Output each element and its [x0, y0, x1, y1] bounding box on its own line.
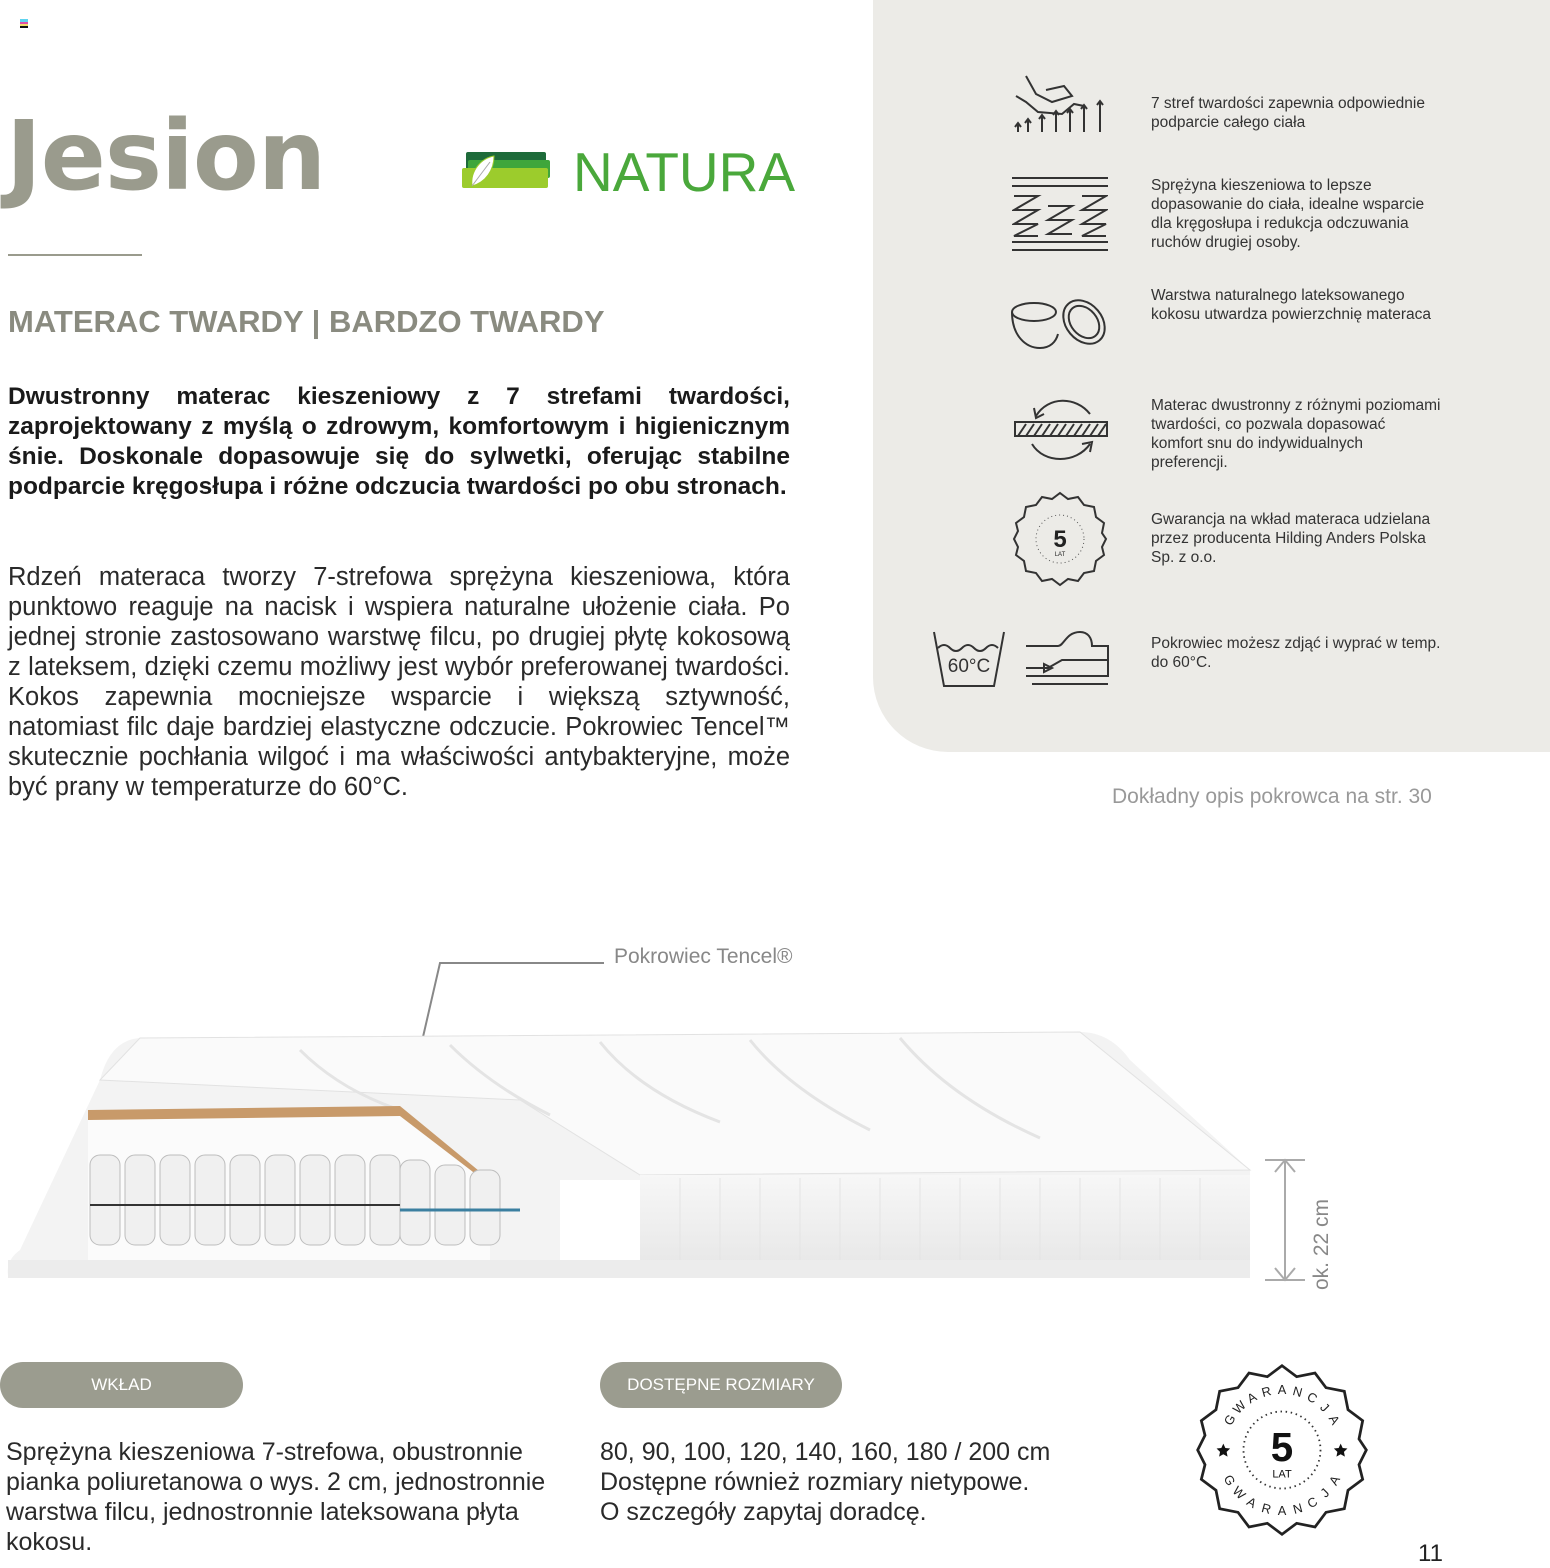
- brand-name: NATURA: [573, 141, 796, 203]
- feature-text: Warstwa naturalnego lateksowanego kokosu utwardza powierzchnię materaca: [1151, 287, 1431, 323]
- warranty-unit: LAT: [1272, 1468, 1292, 1481]
- feature-text: Gwarancja na wkład materaca udzielana przez producenta Hilding Anders Polska Sp. z o.o.: [1151, 511, 1431, 566]
- warranty-badge-icon: [1192, 1362, 1372, 1538]
- warranty-unit: LAT: [1054, 552, 1066, 558]
- warranty-arc-letter: A: [1325, 1412, 1344, 1428]
- feature-text: 7 stref twardości zapewnia odpowiednie podparcie całego ciała: [1151, 95, 1425, 131]
- seven-zones-icon: [1012, 72, 1108, 136]
- height-label: ok. 22 cm: [1310, 1198, 1333, 1290]
- coconut-icon: [1010, 294, 1110, 350]
- warranty-arc-letter: A: [1244, 1493, 1260, 1512]
- mattress-illustration: [0, 960, 1310, 1290]
- page-number: 11: [1418, 1540, 1443, 1567]
- warranty-icon: [1012, 491, 1108, 587]
- cover-label: Pokrowiec Tencel®: [614, 945, 793, 968]
- warranty-arc-letter: C: [1304, 1493, 1321, 1512]
- warranty-arc-letter: C: [1304, 1388, 1321, 1407]
- flip-mattress-icon: [1014, 396, 1108, 464]
- warranty-arc-letter: N: [1291, 1383, 1305, 1400]
- warranty-arc-letter: W: [1229, 1397, 1249, 1417]
- color-registration-mark: [20, 19, 28, 28]
- sizes-line: 80, 90, 100, 120, 140, 160, 180 / 200 cm: [600, 1438, 1051, 1466]
- warranty-arc-letter: J: [1317, 1485, 1333, 1501]
- product-title: Jesion: [6, 100, 326, 212]
- feature-text: Materac dwustronny z różnymi poziomami twardości, co pozwala dopasować komfort snu do indywidualnych preferencji.: [1151, 397, 1441, 471]
- warranty-arc-letter: J: [1317, 1399, 1333, 1415]
- warranty-arc-letter: R: [1259, 1383, 1273, 1400]
- warranty-years: 5: [1270, 1424, 1294, 1470]
- warranty-years: 5: [1053, 526, 1067, 553]
- lead-paragraph: Dwustronny materac kieszeniowy z 7 strefami twardości, zaprojektowany z myślą o zdrowym, komfortowym i higienicznym śnie. Doskonale dopasowuje się do sylwetki, oferując stabilne podparcie kręgosłupa i różne odczucia twardości po obu stronach.: [8, 383, 790, 500]
- warranty-arc-letter: G: [1220, 1472, 1239, 1489]
- pocket-spring-icon: [1012, 176, 1108, 252]
- warranty-arc-letter: G: [1220, 1411, 1239, 1428]
- core-description: Sprężyna kieszeniowa 7-strefowa, obustronnie pianka poliuretanowa o wys. 2 cm, jednostronnie warstwa filcu, jednostronnie lateksowana płyta kokosu.: [6, 1438, 546, 1556]
- warranty-arc-letter: A: [1325, 1472, 1344, 1488]
- cover-reference-note: Dokładny opis pokrowca na str. 30: [1112, 785, 1432, 808]
- divider: [8, 254, 142, 256]
- warranty-arc-letter: R: [1259, 1500, 1273, 1517]
- warranty-arc-letter: A: [1277, 1503, 1287, 1518]
- sizes-line: O szczegóły zapytaj doradcę.: [600, 1498, 927, 1526]
- warranty-arc-letter: N: [1291, 1500, 1305, 1517]
- sizes-label-badge: DOSTĘPNE ROZMIARY: [600, 1362, 842, 1408]
- natura-logo-icon: [462, 150, 552, 196]
- wash-60-icon: [932, 630, 1112, 688]
- feature-text: Sprężyna kieszeniowa to lepsze dopasowanie do ciała, idealne wsparcie dla kręgosłupa i redukcja odczuwania ruchów drugiej osoby.: [1151, 177, 1425, 251]
- body-paragraph: Rdzeń materaca tworzy 7-strefowa sprężyna kieszeniowa, która punktowo reaguje na nacisk i wspiera naturalne ułożenie ciała. Po jednej stronie zastosowano warstwę filcu, po drugiej płytę kokosową z lateksem, dzięki czemu możliwy jest wybór preferowanej twardości. Kokos zapewnia mocniejsze wsparcie i większą sztywność, natomiast filc daje bardziej elastyczne odczucie. Pokrowiec Tencel™ skutecznie pochłania wilgoć i ma właściwości antybakteryjne, może być prany w temperaturze do 60°C.: [8, 563, 790, 801]
- warranty-arc-letter: A: [1244, 1388, 1260, 1407]
- warranty-arc-letter: W: [1229, 1483, 1249, 1503]
- feature-text: Pokrowiec możesz zdjąć i wyprać w temp. do 60°C.: [1151, 635, 1441, 671]
- sizes-line: Dostępne również rozmiary nietypowe.: [600, 1468, 1030, 1496]
- wash-temp-label: 60°C: [947, 656, 991, 677]
- height-dimension-arrow: [1265, 1160, 1305, 1280]
- sizes-description: [600, 1437, 1120, 1527]
- product-subtitle: MATERAC TWARDY | BARDZO TWARDY: [8, 304, 605, 339]
- warranty-arc-letter: A: [1277, 1382, 1287, 1397]
- core-label-badge: WKŁAD: [0, 1362, 243, 1408]
